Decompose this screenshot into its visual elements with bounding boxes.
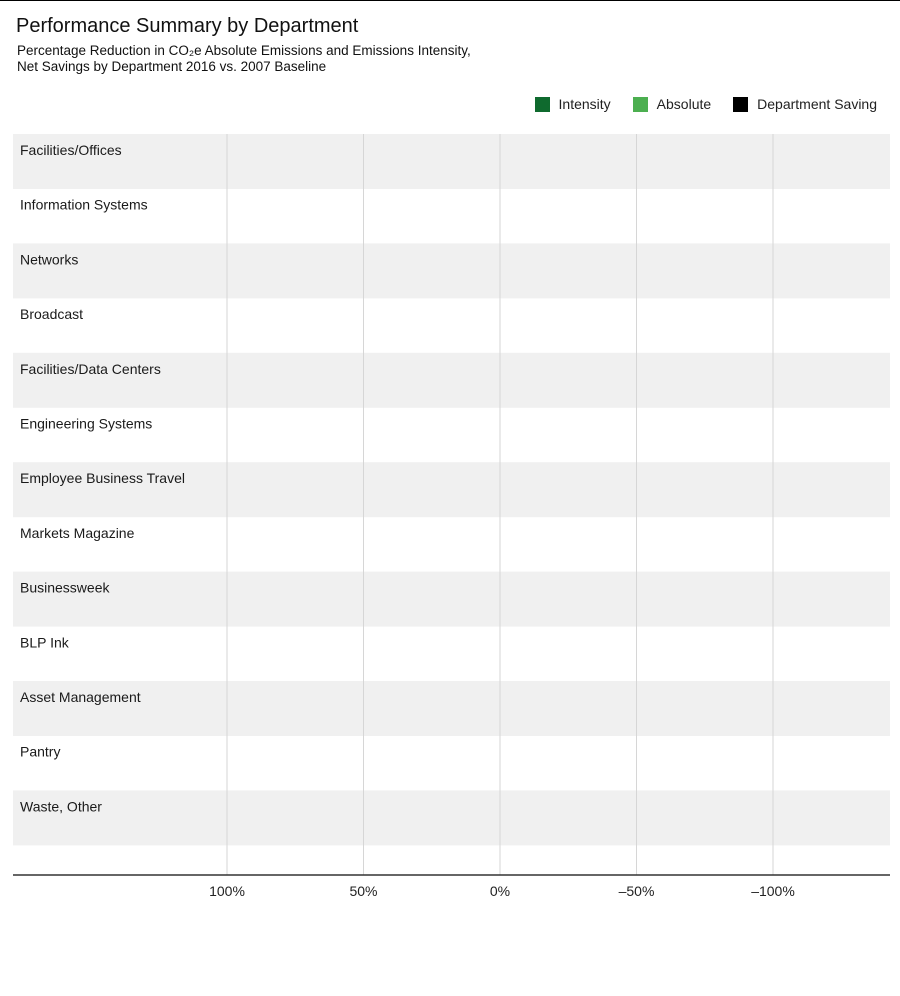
row-band bbox=[13, 572, 890, 627]
category-label: Asset Management bbox=[20, 689, 141, 705]
row-band bbox=[13, 790, 890, 845]
x-tick-label: –50% bbox=[618, 883, 655, 899]
row-band bbox=[13, 243, 890, 298]
category-label: Pantry bbox=[20, 743, 61, 760]
row-band bbox=[13, 134, 890, 189]
chart-title: Performance Summary by Department bbox=[16, 15, 359, 37]
row-band bbox=[13, 681, 890, 736]
category-label: Networks bbox=[20, 251, 79, 268]
category-label: Facilities/Offices bbox=[20, 142, 122, 158]
category-label: Engineering Systems bbox=[20, 415, 153, 432]
category-label: BLP Ink bbox=[20, 634, 69, 651]
subtitle-line-1: Percentage Reduction in CO₂e Absolute Emissions and Emissions Intensity, bbox=[17, 43, 471, 58]
category-label: Businessweek bbox=[20, 579, 110, 596]
legend-label-intensity: Intensity bbox=[558, 96, 611, 112]
x-tick-label: –100% bbox=[751, 883, 795, 899]
legend-label-absolute: Absolute bbox=[656, 96, 712, 112]
x-tick-label: 50% bbox=[349, 883, 378, 899]
subtitle-line-2: Net Savings by Department 2016 vs. 2007 Baseline bbox=[17, 59, 327, 74]
category-label: Waste, Other bbox=[20, 798, 102, 815]
category-label: Broadcast bbox=[20, 306, 84, 323]
category-label: Employee Business Travel bbox=[20, 470, 185, 487]
category-label: Facilities/Data Centers bbox=[20, 360, 161, 377]
category-label: Markets Magazine bbox=[20, 524, 135, 541]
x-tick-label: 0% bbox=[489, 883, 511, 899]
x-tick-label: 100% bbox=[209, 883, 245, 899]
category-label: Information Systems bbox=[20, 196, 148, 213]
legend-label-department-saving: Department Saving bbox=[757, 96, 877, 112]
